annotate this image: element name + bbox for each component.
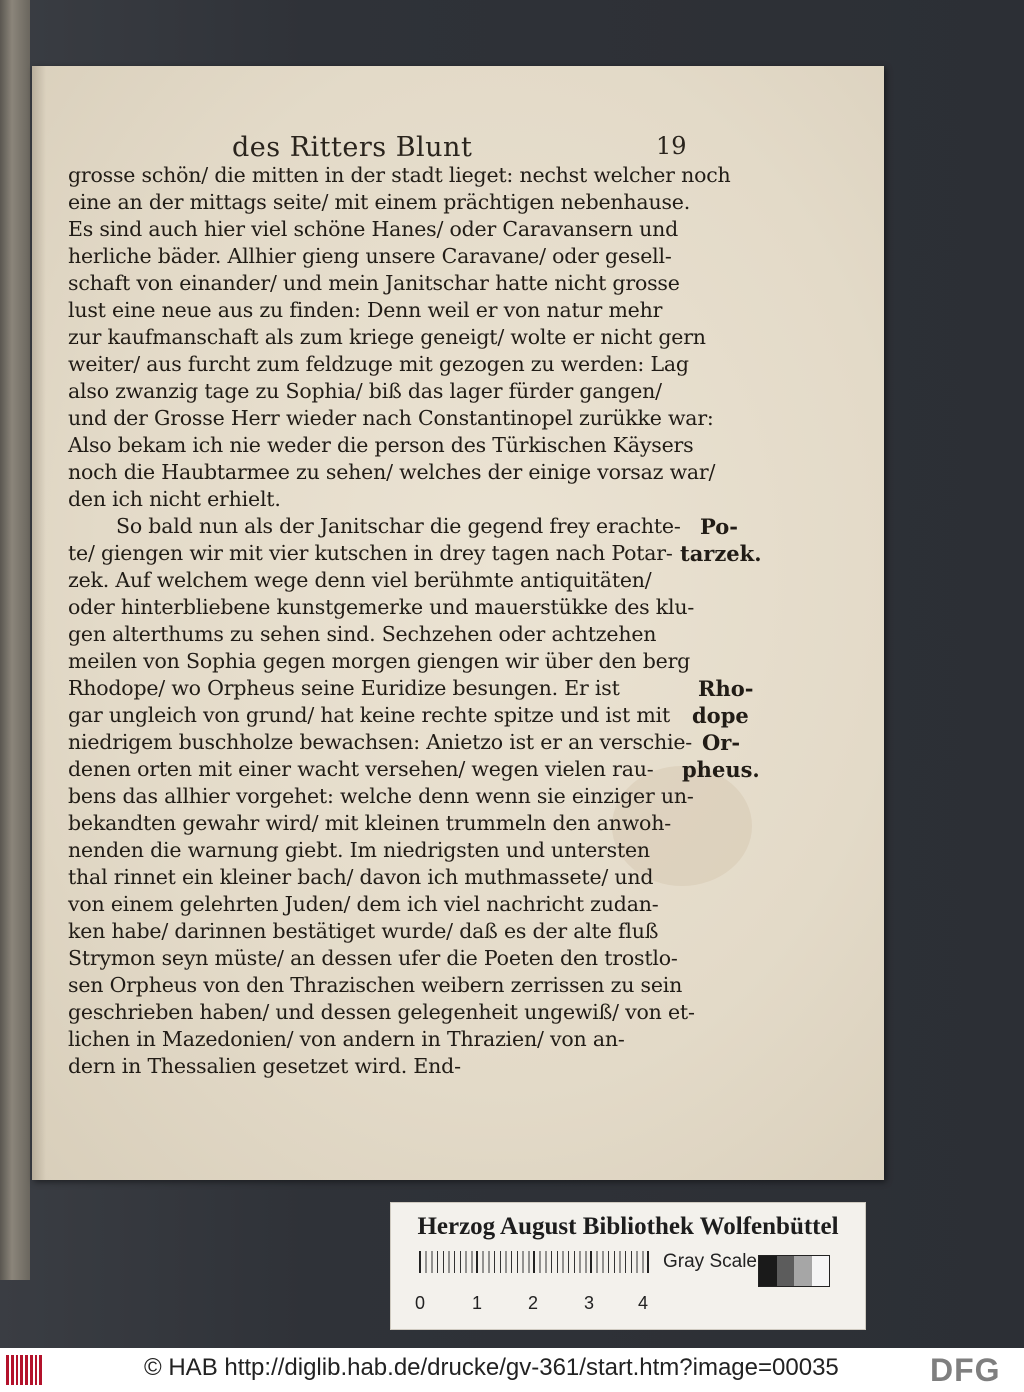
text-line: gar ungleich von grund/ hat keine rechte spitze und ist mit (68, 703, 670, 727)
text-line: niedrigem buschholze bewachsen: Anietzo ist er an verschie- (68, 730, 692, 754)
gray-scale-swatch (758, 1255, 830, 1287)
hab-logo-icon[interactable] (6, 1355, 42, 1385)
text-line: dern in Thessalien gesetzet wird. End- (68, 1054, 461, 1078)
text-line: sen Orpheus von den Thrazischen weibern zerrissen zu sein (68, 973, 683, 997)
text-line: und der Grosse Herr wieder nach Constantinopel zurükke war: (68, 406, 714, 430)
gray-tone-2 (777, 1256, 795, 1286)
dfg-logo[interactable]: DFG (930, 1352, 1001, 1388)
text-line: ken habe/ darinnen bestätiget wurde/ daß es der alte fluß (68, 919, 659, 943)
margin-note-orpheus-cont: pheus. (682, 757, 760, 782)
margin-note-orpheus: Or- (702, 730, 741, 755)
text-line: zur kaufmanschaft als zum kriege geneigt/ wolte er nicht gern (68, 325, 706, 349)
text-line: bekandten gewahr wird/ mit kleinen trummeln den anwoh- (68, 811, 671, 835)
text-line: Strymon seyn müste/ an dessen ufer die Poeten den trostlo- (68, 946, 678, 970)
margin-note-potarzek: Po- (700, 514, 738, 539)
text-line: nenden die warnung giebt. Im niedrigsten und untersten (68, 838, 650, 862)
text-line: denen orten mit einer wacht versehen/ wegen vielen rau- (68, 757, 654, 781)
text-line: geschrieben haben/ und dessen gelegenheit ungewiß/ von et- (68, 1000, 695, 1024)
text-line: lust eine neue aus zu finden: Denn weil er von natur mehr (68, 298, 663, 322)
text-line: von einem gelehrten Juden/ dem ich viel nachricht zudan- (68, 892, 659, 916)
previous-page-edge (0, 0, 30, 1280)
text-line: weiter/ aus furcht zum feldzuge mit gezogen zu werden: Lag (68, 352, 689, 376)
text-line: te/ giengen wir mit vier kutschen in drey tagen nach Potar- (68, 541, 673, 565)
viewer-footer (0, 1348, 1024, 1392)
margin-note-potarzek-cont: tarzek. (680, 541, 762, 566)
ruler-tick-1: 1 (472, 1293, 483, 1313)
margin-note-rhodope: Rho- (698, 676, 754, 701)
page-number: 19 (656, 132, 687, 160)
text-line: herliche bäder. Allhier gieng unsere Caravane/ oder gesell- (68, 244, 672, 268)
ruler-tick-0: 0 (415, 1293, 426, 1313)
margin-note-rhodope-cont: dope (692, 703, 749, 728)
gray-tone-1 (759, 1256, 777, 1286)
ruler-tick-4: 4 (638, 1293, 649, 1313)
text-line: noch die Haubtarmee zu sehen/ welches der einige vorsaz war/ (68, 460, 716, 484)
text-line: den ich nicht erhielt. (68, 487, 281, 511)
text-line: So bald nun als der Janitschar die gegend frey erachte- (116, 514, 681, 538)
text-line: meilen von Sophia gegen morgen giengen wir über den berg (68, 649, 691, 673)
ruler-tick-3: 3 (584, 1293, 595, 1313)
text-line: schaft von einander/ und mein Janitschar hatte nicht grosse (68, 271, 680, 295)
gray-scale-label: Gray Scale (663, 1251, 757, 1272)
color-calibration-card (390, 1202, 866, 1330)
text-line: eine an der mittags seite/ mit einem prächtigen nebenhause. (68, 190, 691, 214)
book-page (32, 66, 884, 1180)
text-line: thal rinnet ein kleiner bach/ davon ich muthmassete/ und (68, 865, 654, 889)
text-line: grosse schön/ die mitten in der stadt lieget: nechst welcher noch (68, 163, 731, 187)
text-line: zek. Auf welchem wege denn viel berühmte antiquitäten/ (68, 568, 652, 592)
text-line: oder hinterbliebene kunstgemerke und mauerstükke des klu- (68, 595, 695, 619)
text-line: Es sind auch hier viel schöne Hanes/ oder Caravansern und (68, 217, 679, 241)
text-block (68, 162, 731, 1080)
library-name: Herzog August Bibliothek Wolfenbüttel (417, 1213, 839, 1240)
text-line: gen alterthums zu sehen sind. Sechzehen oder achtzehen (68, 622, 657, 646)
running-head: des Ritters Blunt (232, 132, 473, 163)
copyright-link[interactable]: © HAB http://diglib.hab.de/drucke/gv-361/start.htm?image=00035 (144, 1354, 839, 1381)
text-line: Also bekam ich nie weder die person des Türkischen Käysers (68, 433, 694, 457)
gray-tone-3 (794, 1256, 812, 1286)
ruler-tick-2: 2 (528, 1293, 539, 1313)
text-line: lichen in Mazedonien/ von andern in Thrazien/ von an- (68, 1027, 625, 1051)
text-line: also zwanzig tage zu Sophia/ biß das lager fürder gangen/ (68, 379, 662, 403)
text-line: bens das allhier vorgehet: welche denn wenn sie einziger un- (68, 784, 694, 808)
text-line: Rhodope/ wo Orpheus seine Euridize besungen. Er ist (68, 676, 620, 700)
gray-tone-4 (812, 1256, 830, 1286)
